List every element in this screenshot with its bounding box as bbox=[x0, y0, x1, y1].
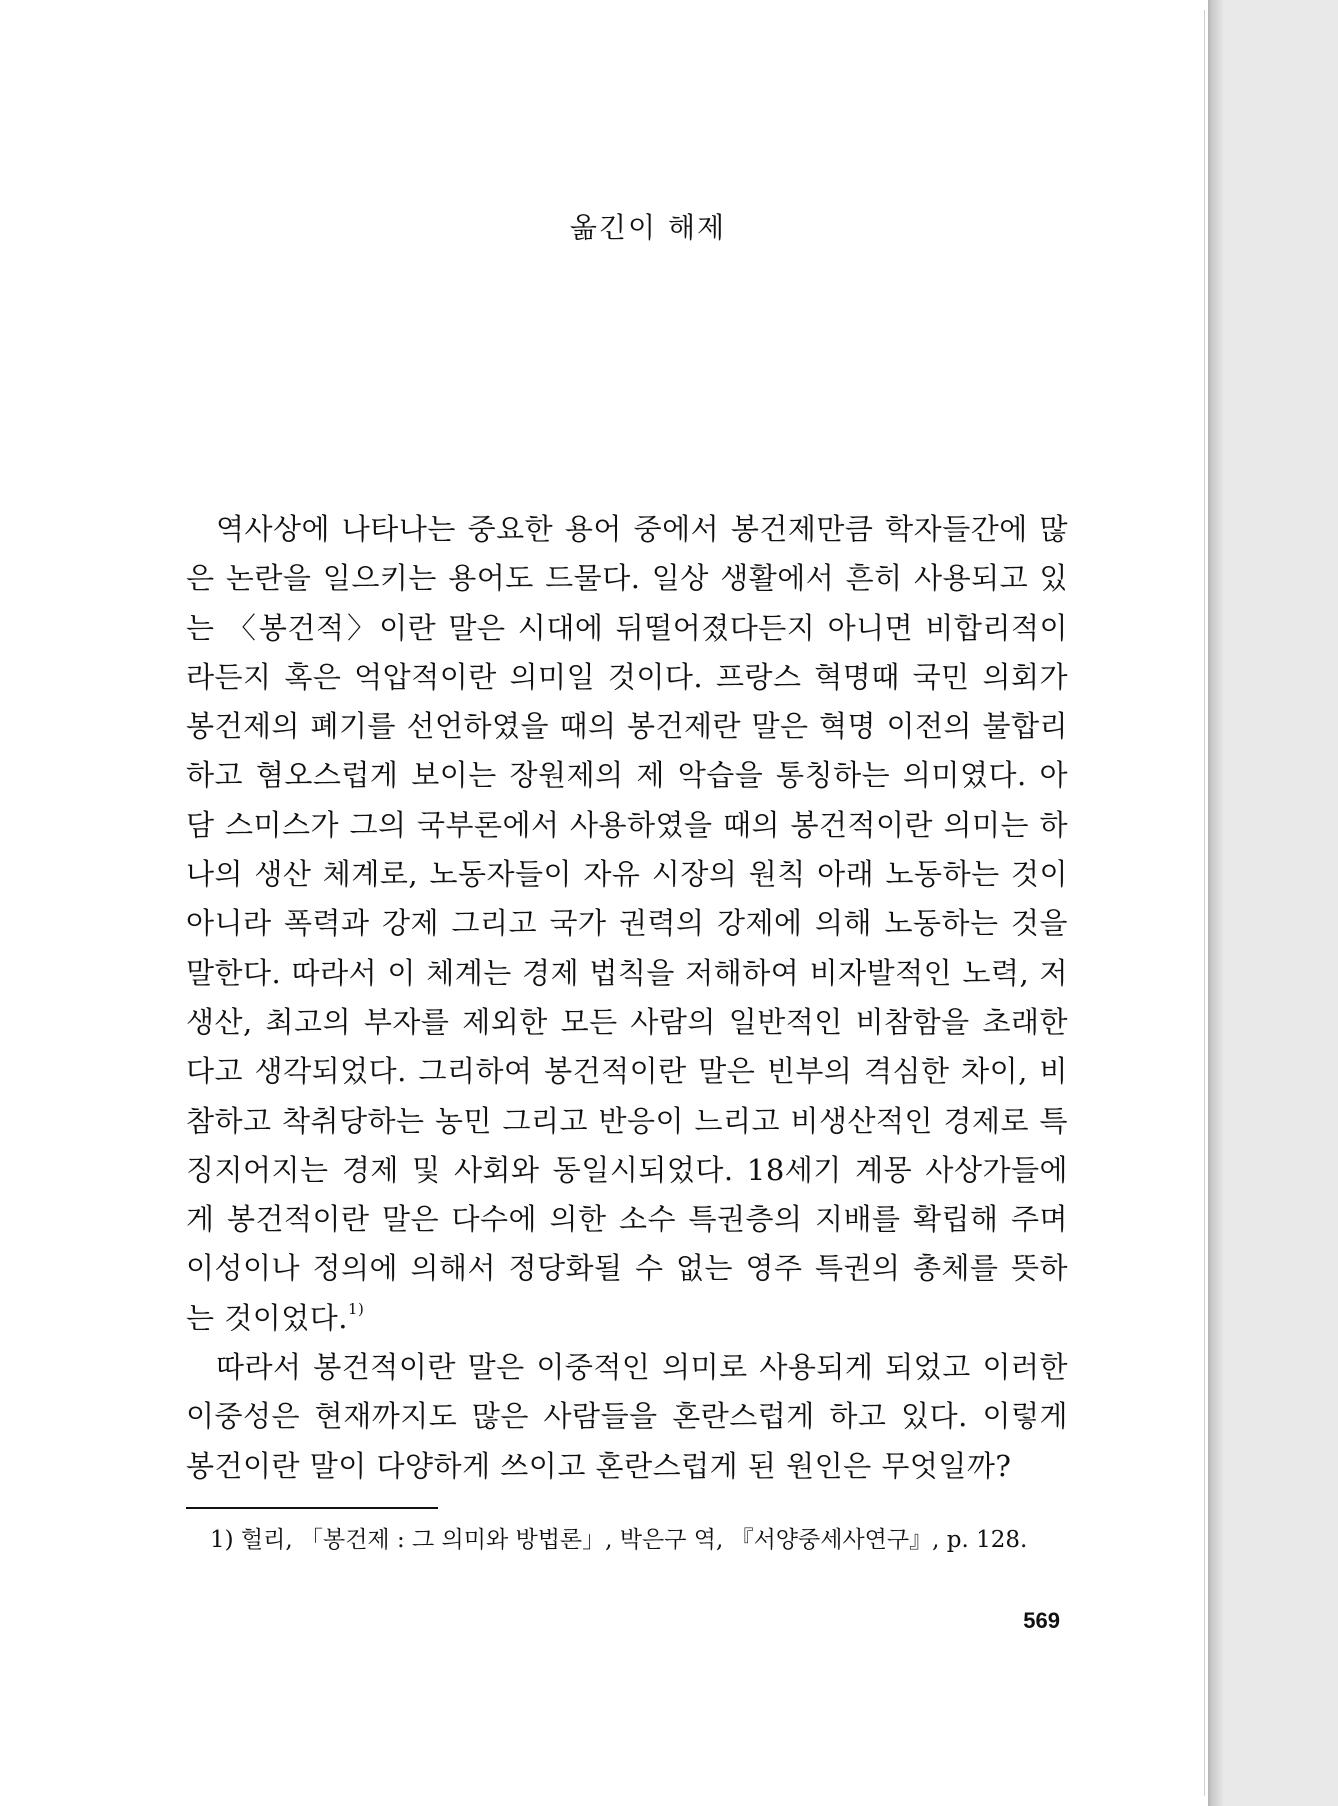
paragraph-2 bbox=[186, 1343, 1068, 1491]
footnote-reference: 1) bbox=[348, 1299, 365, 1318]
page-shadow bbox=[1210, 0, 1224, 1806]
page-edge bbox=[1196, 10, 1205, 1796]
paragraph-1 bbox=[186, 505, 1068, 1343]
paragraph-1-text: 역사상에 나타나는 중요한 용어 중에서 봉건제만큼 학자들간에 많은 논란을 일으키는 용어도 드물다. 일상 생활에서 흔히 사용되고 있는 〈봉건적〉이란 말은 시대에 뒤떨어졌다든지 아니면 비합리적이라든지 혹은 억압적이란 의미일 것이다. 프랑스 혁명때 국민 의회가 봉건제의 폐기를 선언하였을 때의 봉건제란 말은 혁명 이전의 불합리하고 혐오스럽게 보이는 장원제의 제 악습을 통칭하는 의미였다. 아담 스미스가 그의 국부론에서 사용하였을 때의 봉건적이란 의미는 하나의 생산 체계로, 노동자들이 자유 시장의 원칙 아래 노동하는 것이 아니라 폭력과 강제 그리고 국가 권력의 강제에 의해 노동하는 것을 말한다. 따라서 이 체계는 경제 법칙을 저해하여 비자발적인 노력, 저생산, 최고의 부자를 제외한 모든 사람의 일반적인 비참함을 초래한다고 생각되었다. 그리하여 봉건적이란 말은 빈부의 격심한 차이, 비참하고 착취당하는 농민 그리고 반응이 느리고 비생산적인 경제로 특징지어지는 경제 및 사회와 동일시되었다. 18세기 계몽 사상가들에게 봉건적이란 말은 다수에 의한 소수 특권층의 지배를 확립해 주며 이성이나 정의에 의해서 정당화될 수 없는 영주 특권의 총체를 뜻하는 것이었다. bbox=[186, 512, 1068, 1335]
footnote: 1) 헐리, 「봉건제 : 그 의미와 방법론」, 박은구 역, 『서양중세사연구』, p. 128. bbox=[210, 1527, 1028, 1553]
page-number: 569 bbox=[1023, 1608, 1060, 1633]
body-text bbox=[186, 505, 1068, 1491]
chapter-title: 옮긴이 해제 bbox=[569, 211, 727, 244]
footnote-divider bbox=[186, 1507, 438, 1509]
paragraph-2-text: 따라서 봉건적이란 말은 이중적인 의미로 사용되게 되었고 이러한 이중성은 현재까지도 많은 사람들을 혼란스럽게 하고 있다. 이렇게 봉건이란 말이 다양하게 쓰이고 혼란스럽게 된 원인은 무엇일까? bbox=[186, 1350, 1068, 1483]
